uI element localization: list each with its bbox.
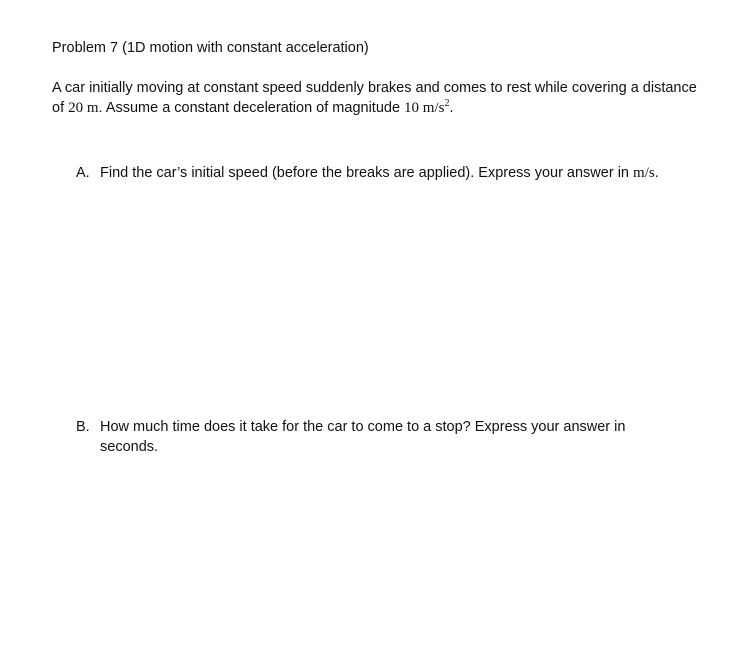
question-a-text xyxy=(100,163,676,183)
question-a-text-body: Find the car’s initial speed (before the breaks are applied). Express your answer in xyxy=(100,165,634,181)
statement-text-2: . Assume a constant deceleration of magnitude xyxy=(98,100,405,116)
problem-statement xyxy=(52,78,712,118)
question-a-text-end: . xyxy=(654,165,659,181)
question-a xyxy=(76,163,676,183)
statement-end: . xyxy=(449,100,454,116)
question-a-letter: A. xyxy=(76,165,90,181)
distance-value: 20 m xyxy=(68,100,99,116)
question-b-text: How much time does it take for the car to come to a stop? Express your answer in seconds. xyxy=(100,419,626,455)
question-b-letter: B. xyxy=(76,419,90,435)
deceleration-exponent: 2 xyxy=(444,98,450,109)
statement-text-1: A car initially moving at constant speed suddenly brakes and comes to rest while covering a distance of xyxy=(52,80,697,116)
question-a-unit: m/s xyxy=(633,165,655,181)
problem-title-text: Problem 7 (1D motion with constant acceleration) xyxy=(52,40,369,56)
deceleration-value xyxy=(404,100,449,116)
deceleration-base: 10 m/s xyxy=(404,100,445,116)
question-b xyxy=(76,417,676,457)
problem-title xyxy=(52,38,712,58)
